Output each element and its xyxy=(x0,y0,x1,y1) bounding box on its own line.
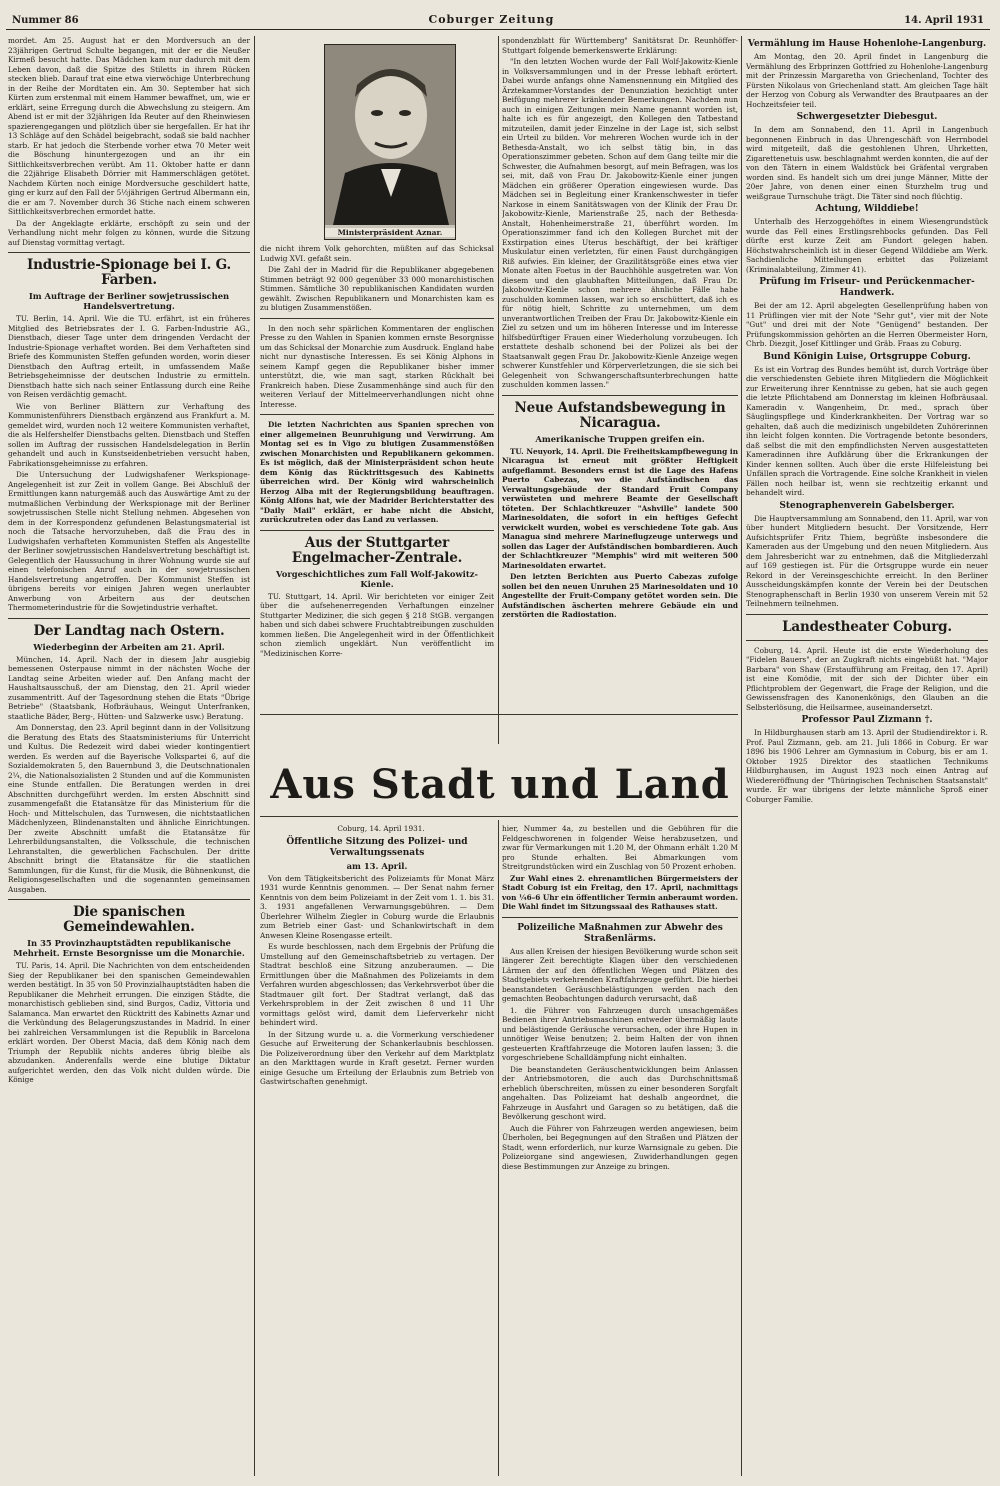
article-text: mordet. Am 25. August hat er den Mordversuch an der 23jährigen Gertrud Schulte begangen, mit der er die Neußer Kirmeß besucht hatte. Das Mädchen kam nur dadurch mit dem Leben davon, daß die Spitze des Stiletts in ihrem Rücken stecken blieb. Darauf trat eine etwa vierwöchige Unterbrechung in der Reihe der Mordtaten ein. Am 30. September hat sich Kürten zum erstenmal mit einem Hammer bewaffnet, um, wie er erklärt, seine Erregung durch die Abwechslung zu steigern. Am Abend ist er mit der 32jährigen Ida Reuter auf den Rheinwiesen spazierengegangen und plötzlich über sie hergefallen. Er hat ihr 13 Schläge auf den Schädel beigebracht, sodaß sie bald nachher starb. Er hat jedoch die Sterbende vorher etwa 70 Meter weit die Böschung hinuntergezogen und an ihr ein Sittlichkeitsverbrechen verübt. Am 11. Oktober hatte er dann die 22jährige Elisabeth Dörrier mit Hammerschlägen getötet. Nachdem Kürten noch einige Mordversuche geschildert hatte, ging er kurz auf den Fall der 5½jährigen Gertrud Albermann ein, die er am 7. November durch 36 Stiche nach einem schweren Sittlichkeitsverbrechen ermordet hatte. xyxy=(8,36,250,216)
column-rule xyxy=(498,36,499,744)
section-rule xyxy=(260,714,738,715)
article-text: Bei der am 12. April abgelegten Gesellenprüfung haben von 11 Prüflingen vier mit der Note "Sehr gut", vier mit der Note "Gut" und drei mit der Note "Genügend" bestanden. Der Prüfungskommission gehörten an die Herren Obermeister Horn, Chrb. Diezgit, Josef Kittlinger und Gräb. Fraas zu Coburg. xyxy=(746,301,988,348)
article-text: die nicht ihrem Volk gehorchten, müßten auf das Schicksal Ludwig XVI. gefaßt sein. xyxy=(260,244,494,263)
headline-pruefung: Prüfung im Friseur- und Perückenmacher-Handwerk. xyxy=(759,277,975,298)
article-text: In den noch sehr spärlichen Kommentaren der englischen Presse zu den Wahlen in Spanien kommen ernste Besorgnisse um das Schicksal der Monarchie zum Ausdruck. England habe nicht nur dynastische Interessen. Es sei König Alphons in seinem Kampf gegen die Republikaner bisher immer unterstützt, die, wie man sagt, starken Rückhalt bei Frankreich haben. Diese Zusammenhänge sind auch für den weiteren Verlauf der Mittelmeerverhandlungen nicht ohne Interesse. xyxy=(260,323,494,409)
issue-number: Nummer 86 xyxy=(12,15,79,26)
headline-gabelsberger: Stenographenverein Gabelsberger. xyxy=(779,500,955,511)
portrait-photo xyxy=(324,44,456,240)
article-text: TU. Stuttgart, 14. April. Wir berichteten vor einiger Zeit über die aufsehenerregenden Verhaftungen einzelner Stuttgarter Mediziner, die sich gegen § 218 StGB. vergangen haben und sich dabei schwere Fruchtabtreibungen zuschulden kommen ließen. Die Angelegenheit wird in der Öffentlichkeit schon ziemlich ungeklärt. Nun veröffentlicht im "Medizinischen Korre- xyxy=(260,591,494,658)
headline-nicaragua: Neue Aufstandsbewegung in Nicaragua. xyxy=(514,399,726,431)
article-text: Zur Wahl eines 2. ehrenamtlichen Bürgermeisters der Stadt Coburg ist ein Freitag, den 17. April, nachmittags von ¼6–6 Uhr ein öffentlicher Termin anberaumt worden. Die Wahl findet im Sitzungssaal des Rathauses statt. xyxy=(502,873,738,911)
headline-spanien: Die spanischen Gemeindewahlen. xyxy=(63,904,195,935)
headline-diebesgut: Schwergesetzter Diebesgut. xyxy=(796,112,938,122)
headline-stuttgart: Aus der Stuttgarter Engelmacher-Zentrale. xyxy=(291,534,463,566)
column-1 xyxy=(8,36,250,1476)
divider xyxy=(502,395,738,396)
subheadline: Amerikanische Truppen greifen ein. xyxy=(535,433,705,444)
article-text: Die Hauptversammlung am Sonnabend, den 11. April, war von über hundert Mitgliedern besucht. Der Vorsitzende, Herr Aufsichtsprüfer Fritz Thiem, begrüßte insbesondere die Kameraden aus der Umgebung und den neuen Mitgliedern. Aus dem Jahresbericht war zu entnehmen, daß die Mitgliederzahl auf 169 gestiegen ist. Für die Ortsgruppe wurde ein neuer Rekord in der Vereinsgeschichte erreicht. In den Berliner Ausscheidungskämpfen konnte der Verein bei der Deutschen Stenographenschaft in Berlin 1930 von unserem Verein mit 52 Teilnehmern teilnehmen. xyxy=(746,513,988,608)
column-rule xyxy=(741,36,742,1476)
divider xyxy=(260,530,494,531)
article-text: Die Untersuchung der Ludwigshafener Werkspionage-Angelegenheit ist zur Zeit in vollem Gange. Bei Abschluß der Ermittlungen kann naturgemäß auch das Auswärtige Amt zu der mutmaßlichen Verbindung der Werkspionage mit der Berliner sowjetrussischen Stelle nicht Stellung nehmen. Abgesehen von dem in der Korrespondenz gefundenen Belastungsmaterial ist noch die Tatsache hervorzuheben, daß die Frau des in Ludwigshafen verhafteten Kommunisten Steffen als Angestellte der Berliner sowjetrussischen Handelsvertretung beschäftigt ist. Gelegentlich der Haussuchung in ihrer Wohnung wurde sie auf einen telefonischen Anruf auch in der sowjetrussischen Handelsvertretung angetroffen. Der Kommunist Steffen ist übrigens bereits vor einigen Jahren wegen unerlaubter Anwerbung von Arbeitern aus der deutschen Thermometerindustrie für die Sowjetindustrie verhaftet. xyxy=(8,470,250,612)
divider xyxy=(746,640,988,641)
article-text: TU. Berlin, 14. April. Wie die TU. erfährt, ist ein früheres Mitglied des Betriebsrates der I. G. Farben-Industrie AG., Dienstbach, dieser Tage unter dem dringenden Verdacht der Industrie-Spionage verhaftet worden. Bei dem Verhafteten sind Briefe des Kommunisten Steffen gefunden worden, worin dieser Dienstbach den Auftrag erteilt, in umfassendem Maße Betriebsgeheimnisse der deutschen Industrie zu ermitteln. Dienstbach hatte sich nach seiner Entlassung durch eine Reihe von Reisen verdächtig gemacht. xyxy=(8,314,250,399)
newspaper-page xyxy=(4,4,992,1482)
article-text: spondenzblatt für Württemberg" Sanitätsrat Dr. Reunhöffer-Stuttgart folgende bemerkenswerte Erklärung: xyxy=(502,36,738,55)
divider xyxy=(8,618,250,619)
article-text: Es ist ein Vortrag des Bundes bemüht ist, durch Vorträge über die verschiedensten Gebiete ihren Mitgliedern die Möglichkeit zur Erweiterung ihrer Kenntnisse zu geben, hat sie auch gegen die letzte Pflichtabend am Donnerstag im kleinen Hofbräusaal. Kameradin v. Wangenheim, Dr. med., sprach über Säuglingspflege und Kinderkrankheiten. Der Vortrag war so gehalten, daß auch die medizinisch ungebildeten Zuhörerinnen ihn leicht folgen konnten. Die Vortragende betonte besonders, daß selbst die mit den empfindlichsten Nerven ausgestatteten Kameradinnen ihre Aufklärung über die Erkrankungen der Kinder kennen sollten. Auch über die erste Hilfeleistung bei Unfällen sprach die Vortragende. Eine solche Krankheit in vielen Fällen noch heilbar ist, wenn sie rechtzeitig erkannt und behandelt wird. xyxy=(746,364,988,497)
article-text: Coburg, 14. April. Heute ist die erste Wiederholung des "Fidelen Bauers", der an Zugkraft nichts eingebüßt hat. "Major Barbara" von Shaw (Erstaufführung am Freitag, den 17. April) ist eine Komödie, mit der sich der Dichter über ein Pflichtproblem der Gegenwart, die Frage der Religion, und die Gewissensfragen des Kanonenkönigs, den Glauben an die Selbsterlösung, die Heilsarmee, auseinandersetzt. xyxy=(746,645,988,712)
article-text: Es wurde beschlossen, nach dem Ergebnis der Prüfung die Umstellung auf den Gemeinschaftsbetrieb zu vertagen. Der Stadtrat beschloß eine Sitzung anzuberaumen. — Die Ermittlungen über die Maßnahmen des Polizeiamts in dem Verfahren wurden abgeschlossen; das Verkehrsverbot über die Stadtmauer gilt fort. Der Stadtrat verlangt, daß das Verkehrsproblem in der Zeit zwischen 8 und 11 Uhr vormittags gelöst wird, damit dem Lieferverkehr nicht behindert wird. xyxy=(260,942,494,1027)
headline-wilddiebe: Achtung, Wilddiebe! xyxy=(815,204,919,214)
headline-vermaehlung: Vermählung im Hause Hohenlohe-Langenburg. xyxy=(747,39,987,49)
section-rule xyxy=(260,816,738,817)
headline-zizmann: Professor Paul Zizmann †. xyxy=(801,715,933,725)
divider xyxy=(260,414,494,415)
headline-landestheater: Landestheater Coburg. xyxy=(782,618,952,635)
article-text: Die Zahl der in Madrid für die Republikaner abgegebenen Stimmen beträgt 92 000 gegenüber 33 000 monarchistischen Stimmen. Sämtliche 30 republikanischen Kandidaten wurden gewählt. Zwischen Republikanern und Monarchisten kam es zu blutigen Zusammenstößen. xyxy=(260,265,494,312)
lower-column-right xyxy=(502,824,738,1476)
article-text: Von dem Tätigkeitsbericht des Polizeiamts für Monat März 1931 wurde Kenntnis genommen. — Der Senat nahm ferner Kenntnis von dem beim Polizeiamt in der Zeit vom 1. 1. bis 31. 3. 1931 angefallenen Verwarnungsgebühren. — Dem Überlehrer Wilhelm Ziegler in Coburg wurde die Erlaubnis zum Betrieb einer Gast- und Schankwirtschaft in dem Anwesen Kleine Rosengasse erteilt. xyxy=(260,873,494,940)
article-text: In Hildburghausen starb am 13. April der Studiendirektor i. R. Prof. Paul Zizmann, geb. am 21. Juli 1866 in Coburg. Er war 1896 bis 1906 Lehrer am Gymnasium in Coburg, bis er am 1. Oktober 1925 Direktor des staatlichen Technikums Hildburghausen, im August 1923 noch einen Antrag auf Wiedereröffnung der "Thüringischen Technischen Staatsanstalt" wurde. Er war übrigens der letzte männliche Sproß einer Coburger Familie. xyxy=(746,728,988,804)
headline-sitzung: Öffentliche Sitzung des Polizei- und Verwaltungssenats xyxy=(286,836,468,858)
lower-column-left xyxy=(260,824,494,1476)
headline-bund-luise: Bund Königin Luise, Ortsgruppe Coburg. xyxy=(763,351,971,362)
column-3 xyxy=(502,36,738,712)
article-text: 1. die Führer von Fahrzeugen durch unsachgemäßes Bedienen ihrer Antriebsmaschinen entweder übermäßig laute und belästigende Geräusche verursachen, oder ihre Hupen in unnötiger Weise benutzen; 2. beim Halten der von ihnen gesteuerten Kraftfahrzeuge die Motoren laufen lassen; 3. die vorgeschriebene Schalldämpfung nicht einhalten. xyxy=(502,1005,738,1062)
article-text: Da der Angeklagte erklärte, erschöpft zu sein und der Verhandlung nicht mehr folgen zu können, wurde die Sitzung auf Dienstag vormittag vertagt. xyxy=(8,218,250,247)
column-rule xyxy=(498,820,499,1476)
divider xyxy=(260,318,494,319)
subheadline: Wiederbeginn der Arbeiten am 21. April. xyxy=(33,641,225,652)
column-2 xyxy=(260,244,494,712)
headline-strassenlaerm: Polizeiliche Maßnahmen zur Abwehr des Straßenlärms. xyxy=(517,922,723,944)
headline-farben: Industrie-Spionage bei I. G. Farben. xyxy=(27,257,231,288)
divider xyxy=(8,899,250,900)
article-text: Am Montag, den 20. April findet in Langenburg die Vermählung des Erbprinzen Gottfried zu Hohenlohe-Langenburg mit der Prinzessin Margaretha von Griechenland, Tochter des Fürsten Nikolaus von Griechenland statt. Am gleichen Tage hält der Herzog von Coburg als Verwandter des Brautpaares an der Hochzeitsfeier teil. xyxy=(746,52,988,109)
subheadline: In 35 Provinzhauptstädten republikanische Mehrheit. Ernste Besorgnisse um die Monarchie. xyxy=(13,938,245,958)
article-text: hier, Nummer 4a, zu bestellen und die Gebühren für die Feldgeschworenen in folgender Weise herabzusetzen, und zwar für Vermarkungen mit 1.20 M, der Ohmann erhält 1.20 M pro Stunde erhalten. Bei Abmarkungen vom Streitgrundstücken wird ein Zuschlag von 50 Prozent erhoben. xyxy=(502,824,738,871)
article-text: Unterhalb des Herzoggehöftes in einem Wiesengrundstück wurde das Fell eines Erstlingsrehbocks gefunden. Das Fell dürfte erst kurze Zeit am Fundort gelegen haben. Höchstwahrscheinlich ist in dieser Gegend Wilddiebe am Werk. Sachdienliche Mitteilungen erbittet das Polizeiamt (Kriminalabteilung, Zimmer 41). xyxy=(746,217,988,274)
article-text: Die beanstandeten Geräuschentwicklungen beim Anlassen der Antriebsmotoren, die auch das Durchschnittsmaß erheblich überschreiten, müssen zu einer besonderen Sorgfalt angehalten. Das Polizeiamt hat deshalb angeordnet, die Fahrzeuge in Ausfahrt und Garagen so zu betätigen, daß die Bevölkerung geschont wird. xyxy=(502,1064,738,1121)
article-text: TU. Neuyork, 14. April. Die Freiheitskampfbewegung in Nicaragua ist erneut mit größter Heftigkeit aufgeflammt. Besonders ernst ist die Lage des Hafens Puerto Cabezas, wo die Aufständischen das Verwaltungsgebäude der Standard Fruit Company verwüsteten und mehrere Beamte der Gesellschaft töteten. Der Schlachtkreuzer "Ashville" landete 500 Marinesoldaten, die sofort in ein heftiges Gefecht verwickelt wurden, wobei es verschiedene Tote gab. Aus Managua sind mehrere Marineflugzeuge unterwegs und sollen das Lager der Aufständischen bombardieren. Auch der Schlachtkreuzer "Memphis" wird mit weiteren 500 Marinesoldaten erwartet. xyxy=(502,446,738,570)
masthead xyxy=(6,6,990,30)
article-text: In dem am Sonnabend, den 11. April in Langenbuch begonnenen Einbruch in das Uhrengeschäft von Herrnbodel wird mitgeteilt, daß die gestohlenen Uhren, Uhrketten, Zigarettenetuis usw. beschlagnahmt werden konnten, die auf der von den Tätern in einem Waldstück bei Gräfental vergraben worden sind. Es handelt sich um drei junge Männer, Mitte der 20er Jahre, von denen einer einen Sturzhelm trug und weißgraue Turnschuhe trägt. Die Täter sind noch flüchtig. xyxy=(746,125,988,201)
column-rule xyxy=(254,36,255,1476)
article-text: Auch die Führer von Fahrzeugen werden angewiesen, beim Überholen, bei Begegnungen auf den Straßen und Plätzen der Stadt, wenn erforderlich, nur kurze Warnsignale zu geben. Die Polizeiorgane sind angewiesen, Zuwiderhandlungen gegen diese Bestimmungen zur Anzeige zu bringen. xyxy=(502,1123,738,1171)
divider xyxy=(8,252,250,253)
subheadline: am 13. April. xyxy=(346,860,408,871)
article-text: Wie von Berliner Blättern zur Verhaftung des Kommunistenführers Dienstbach ergänzend aus Frankfurt a. M. gemeldet wird, wurden noch 12 weitere Kommunisten verhaftet, die als Helfershelfer Dienstbachs gelten. Dienstbach und Steffen sollen im Auftrag der russischen Handelsdelegation in Berlin gehandelt und auch in Kunstseidenbetrieben versucht haben, Fabrikationsgeheimnisse zu erfahren. xyxy=(8,401,250,468)
article-text: München, 14. April. Nach der in diesem Jahr ausgiebig bemessenen Osterpause nimmt in der nächsten Woche der Landtag seine Arbeiten wieder auf. Den Anfang macht der Haushaltsausschuß, der am Dienstag, den 21. April wieder zusammentritt. Auf der Tagesordnung stehen die Etats "Übrige Betriebe" (Staatsbank, Hofbräuhaus, Weingut Unterfranken, staatliche Bäder, Berg-, Hütten- und Salzwerke usw.) Beratung. xyxy=(8,654,250,721)
article-text: Den letzten Berichten aus Puerto Cabezas zufolge sollen bei den neuen Unruhen 25 Marinesoldaten und 10 Angestellte der Fruit-Company getötet worden sein. Die Aufständischen äscherten mehrere Gebäude ein und zerstörten die Radiostation. xyxy=(502,572,738,619)
photo-caption: Ministerpräsident Aznar. xyxy=(325,228,455,237)
newspaper-title: Coburger Zeitung xyxy=(428,13,555,26)
article-text: TU. Paris, 14. April. Die Nachrichten von dem entscheidenden Sieg der Republikaner bei den spanischen Gemeindewahlen werden bestätigt. In 35 von 50 Provinzialhauptstädten haben die Republikaner die Mehrheit errungen. Die einzigen Städte, die monarchistisch geblieben sind, sind Burgos, Cadiz, Vittoria und Salamanca. Man erwartet den Rücktritt des Kabinetts Aznar und die Verkündung des Belagerungszustandes in Madrid. In einer bei zahlreichen Versammlungen ist die Republik in Barcelona erklärt worden. Der Oberst Macia, daß dem König nach dem Triumph der Republik nichts anderes übrig bleibe als abzudanken. Anderenfalls werde eine blutige Diktatur aufgerichtet werden, den das Volk nicht dulden würde. Die Könige xyxy=(8,961,250,1084)
section-banner: Aus Stadt und Land xyxy=(270,761,730,808)
article-text: Aus allen Kreisen der hiesigen Bevölkerung wurde schon seit längerer Zeit berechtigte Klagen über den verschiedenen Lärmen der auf den öffentlichen Wegen und Plätzen des Stadtgebiets verkehrenden Kraftfahrzeuge geführt. Die hierbei beanstandeten Geräuschbelästigungen werden nach den gemachten Beobachtungen dadurch verursacht, daß xyxy=(502,946,738,1003)
divider xyxy=(502,917,738,918)
subheadline: Im Auftrage der Berliner sowjetrussischen Handelsvertretung. xyxy=(28,291,230,311)
headline-landtag: Der Landtag nach Ostern. xyxy=(33,622,225,639)
article-text: Die letzten Nachrichten aus Spanien sprechen von einer allgemeinen Beunruhigung und Verwirrung. Am Montag sei es in Vigo zu blutigen Zusammenstößen zwischen Monarchisten und Republikanern gekommen. Es ist möglich, daß der Ministerpräsident schon heute dem König das Rücktrittsgesuch des Kabinetts überreichen wird. Der König wird wahrscheinlich Herzog Alba mit der Regierungsbildung beauftragen. König Alfons hat, wie der Madrider Berichterstatter des "Daily Mail" erklärt, er habe nicht die Absicht, zurückzutreten oder das Land zu verlassen. xyxy=(260,420,494,524)
article-text: Am Donnerstag, den 23. April beginnt dann in der Vollsitzung die Beratung des Etats des Staatsministeriums für Unterricht und Kultus. Die Redezeit wird dabei wieder kontingentiert werden. Es werden auf die Bayerische Volkspartei 6, auf die Sozialdemokraten 5, den Bauernbund 3, die Deutschnationalen 2¼, die Nationalsozialisten 2 Stunden und auf die Kommunisten eine Stunde entfallen. Die Beratungen werden in drei Abschnitten durchgeführt werden. Im ersten Abschnitt sind zusammengefaßt die Etatansätze für das Ministerium für die Hoch- und Mittelschulen, das Turnwesen, die nichtstaatlichen Mädchenlyzeen, Blindenanstalten und ähnliche Einrichtungen. Der zweite Abschnitt umfaßt die Etatansätze für Lehrerbildungsanstalten, die Volksschule, die technischen Lehranstalten, die gewerblichen Fachschulen. Der dritte Abschnitt bringt die Etatansätze für die staatlichen Sammlungen, für die Kunst, für die Musik, die Bühnenkunst, die Religionsgesellschaften und die sogenannten gemeinsamen Ausgaben. xyxy=(8,723,250,894)
issue-date: 14. April 1931 xyxy=(904,15,984,26)
column-4 xyxy=(746,36,988,1476)
portrait-image xyxy=(325,45,456,225)
dateline: Coburg, 14. April 1931. xyxy=(337,824,425,833)
subheadline: Vorgeschichtliches zum Fall Wolf-Jakowitz-Kienle. xyxy=(276,568,478,589)
article-text: In der Sitzung wurde u. a. die Vormerkung verschiedener Gesuche auf Erweiterung der Schankerlaubnis beschlossen. Die Polizeiverordnung über den Verkehr auf dem Marktplatz an den Markttagen wurde in Kraft gesetzt. Ferner wurden einige Gesuche um Erteilung der Erlaubnis zum Betrieb von Gastwirtschaften genehmigt. xyxy=(260,1029,494,1086)
article-text: "In den letzten Wochen wurde der Fall Wolf-Jakowitz-Kienle in Volksversammlungen und in der Presse lebhaft erörtert. Dabei wurde anfangs ohne Namensnennung ein Mitglied des Ärztekammer-Vorstandes der Denunziation bezichtigt unter Beifügung mehrerer kränkender Bemerkungen. Nachdem nun auch in einigen Zeitungen mein Name genannt worden ist, halte ich es für angezeigt, den Kollegen den Tatbestand mitzuteilen, damit jeder Einzelne in der Lage ist, sich selbst ein Urteil zu bilden. Vor mehreren Wochen wurde ich in der Bethesda-Anstalt, wo ich selbst tätig bin, in das Operationszimmer gebeten. Schon auf dem Gang teilte mir die Schwester, die Aufnahmen besorgt, auf mein Befragen, was los sei, mit, daß von Frau Dr. Jakobowitz-Kienle einer jungen Mädchen ein größerer Operation eingewiesen wurde. Das Mädchen sei in Begleitung einer Krankenschwester in tiefer Narkose in einem Sanitätswagen von der Klinik der Frau Dr. Jakobowitz-Kienle, Marienstraße 25, nach der Bethesda-Anstalt, Hohenheimerstraße 21, überführt worden. Im Operationszimmer fand ich den Kollegen Burchet mit der Exstirpation eines Uterus beschäftigt, der bei kräftiger Muskulatur einen verletzten, für einen Faust durchgängigen Riß aufwies. Ein kleiner, der Grazilitätsgröße eines etwa vier Monate alten Foetus in der Bauchhöhle ausgetreten war. Von diesem und den glaubhaften Mitteilungen, daß Frau Dr. Jakobowitz-Kienle schon mehrere ähnliche Fälle habe zuschulden kommen lassen, war ich so erschüttert, daß ich es für nötig hielt, Schritte zu unternehmen, um dem unverantwortlichen Treiben der Frau Dr. Jakobowitz-Kienle ein Ziel zu setzen und um im höheren Interesse und im Interesse hilfsbedürftiger Frauen einer Wiederholung vorzubeugen. Ich erstattete deshalb schonend bei der Polizei als bei der Staatsanwalt gegen Frau Dr. Jakobowitz-Kienle Anzeige wegen schwerer Kunstfehler und Körperverletzungen, die sie sich bei Gelegenheit von Schwangerschaftsunterbrechungen hatte zuschulden kommen lassen." xyxy=(502,57,738,389)
divider xyxy=(746,614,988,615)
